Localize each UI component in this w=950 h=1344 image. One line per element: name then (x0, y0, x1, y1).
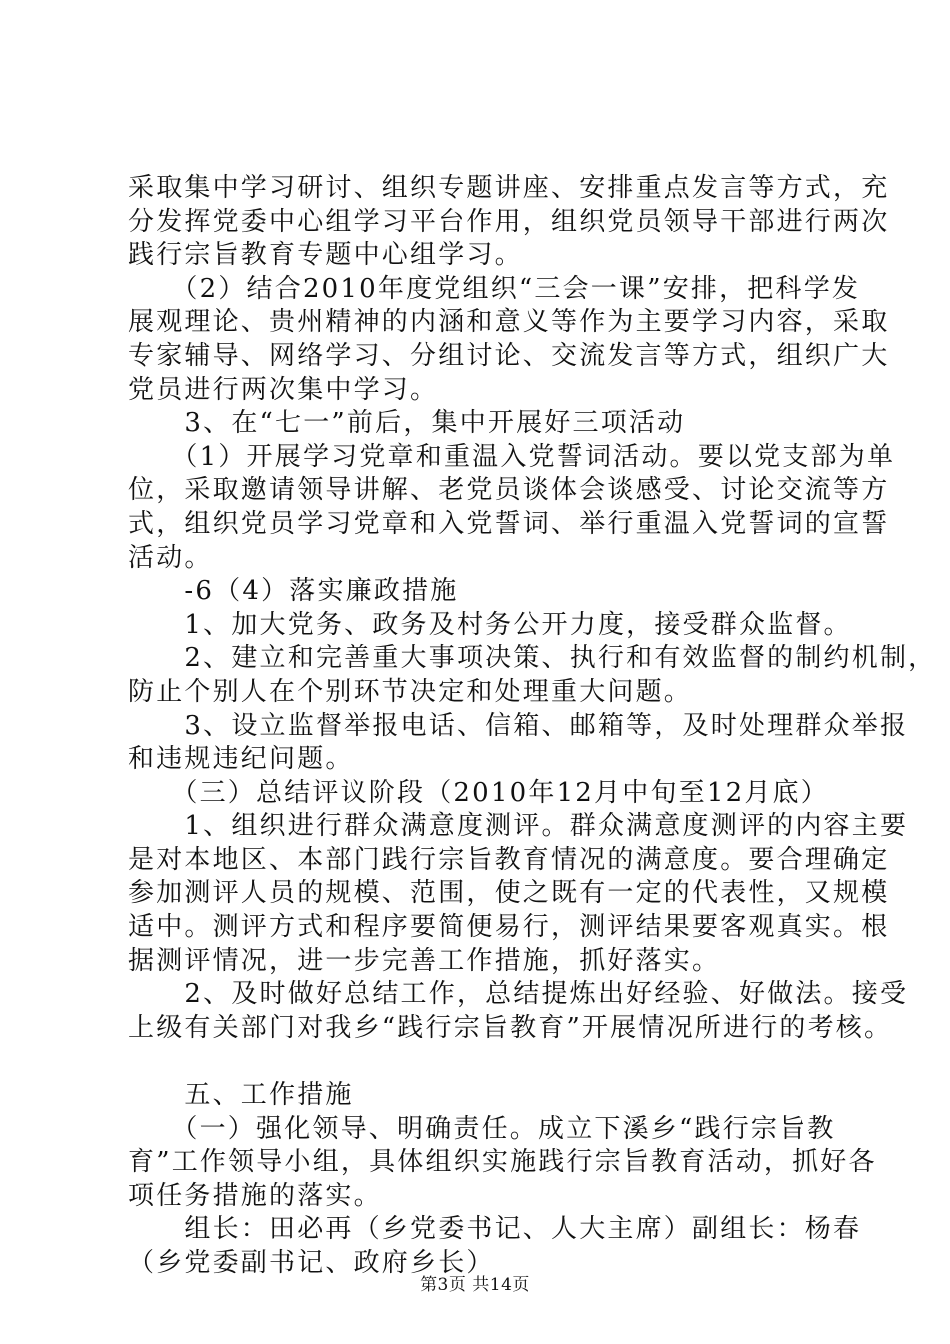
text-line: 2、建立和完善重大事项决策、执行和有效监督的制约机制， (128, 643, 937, 674)
text-line: 践行宗旨教育专题中心组学习。 (128, 240, 523, 271)
document-body (128, 172, 937, 1281)
text-line: 活动。 (128, 542, 213, 573)
text-line: 项任务措施的落实。 (128, 1180, 382, 1211)
text-line: 组长：田必再（乡党委书记、人大主席）副组长：杨春 (128, 1214, 862, 1245)
text-line: 2、及时做好总结工作，总结提炼出好经验、好做法。接受 (128, 979, 909, 1010)
text-line: 据测评情况，进一步完善工作措施，抓好落实。 (128, 945, 721, 976)
text-line: 育”工作领导小组，具体组织实施践行宗旨教育活动，抓好各 (128, 1147, 877, 1178)
text-line: 3、设立监督举报电话、信箱、邮箱等，及时处理群众举报 (128, 710, 909, 741)
text-line: 适中。测评方式和程序要简便易行，测评结果要客观真实。根 (128, 912, 890, 943)
blank-line (128, 1045, 848, 1079)
text-line: 采取集中学习研讨、组织专题讲座、安排重点发言等方式，充 (128, 173, 890, 203)
text-line: -6（4）落实廉政措施 (128, 576, 459, 607)
text-line: 专家辅导、网络学习、分组讨论、交流发言等方式，组织广大 (128, 340, 890, 371)
text-line: （2）结合2010年度党组织“三会一课”安排，把科学发 (128, 273, 861, 304)
text-line: 1、加大党务、政务及村务公开力度，接受群众监督。 (128, 609, 852, 640)
text-line: 和违规违纪问题。 (128, 744, 354, 775)
text-line: （1）开展学习党章和重温入党誓词活动。要以党支部为单 (128, 441, 896, 472)
text-line: 上级有关部门对我乡“践行宗旨教育”开展情况所进行的考核。 (128, 1012, 893, 1043)
text-line: （一）强化领导、明确责任。成立下溪乡“践行宗旨教 (128, 1113, 836, 1144)
page-number-footer: 第3页 共14页 (420, 1275, 530, 1295)
section-heading: 五、工作措施 (128, 1080, 354, 1111)
text-line: 位，采取邀请领导讲解、老党员谈体会谈感受、讨论交流等方 (128, 475, 890, 506)
text-line: 是对本地区、本部门践行宗旨教育情况的满意度。要合理确定 (128, 844, 890, 875)
text-line: 展观理论、贵州精神的内涵和意义等作为主要学习内容，采取 (128, 307, 890, 338)
text-line: 党员进行两次集中学习。 (128, 374, 439, 405)
text-line: （三）总结评议阶段（2010年12月中旬至12月底） (128, 777, 829, 808)
text-line: （乡党委副书记、政府乡长） (128, 1248, 495, 1278)
text-line: 参加测评人员的规模、范围，使之既有一定的代表性，又规模 (128, 878, 890, 909)
text-line: 1、组织进行群众满意度测评。群众满意度测评的内容主要 (128, 811, 909, 842)
text-line: 分发挥党委中心组学习平台作用，组织党员领导干部进行两次 (128, 206, 890, 237)
text-line: 式，组织党员学习党章和入党誓词、举行重温入党誓词的宣誓 (128, 508, 890, 539)
text-line: 防止个别人在个别环节决定和处理重大问题。 (128, 676, 693, 707)
text-line: 3、在“七一”前后，集中开展好三项活动 (128, 408, 686, 439)
